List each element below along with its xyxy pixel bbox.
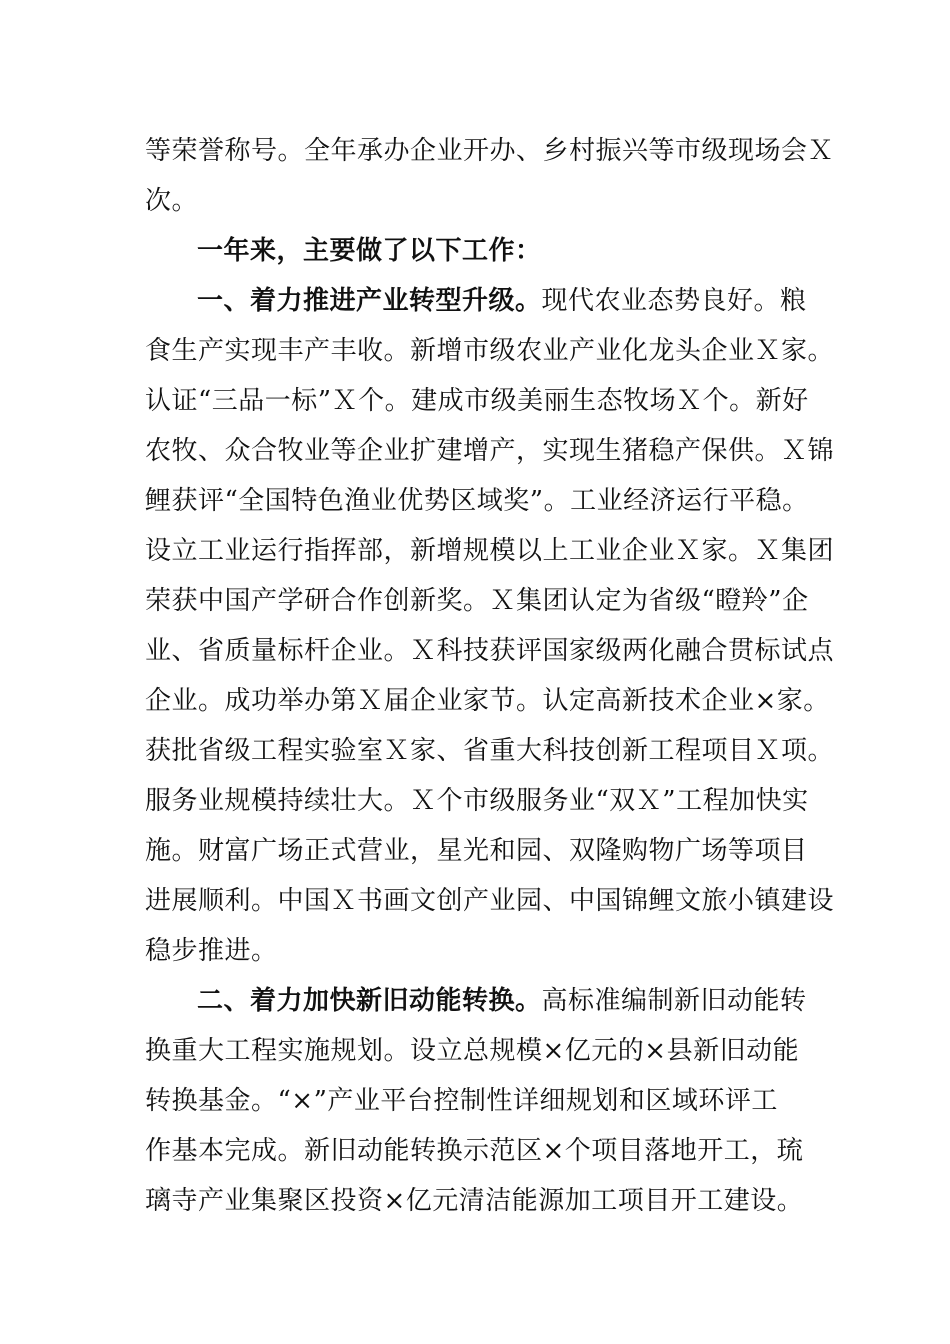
paragraph-line: 施。财富广场正式营业，星光和园、双隆购物广场等项目 bbox=[145, 836, 808, 866]
paragraph-line: 璃寺产业集聚区投资×亿元清洁能源加工项目开工建设。 bbox=[145, 1186, 804, 1216]
paragraph-line: 稳步推进。 bbox=[145, 936, 278, 966]
paragraph-line: 换重大工程实施规划。设立总规模×亿元的×县新旧动能 bbox=[145, 1036, 800, 1066]
paragraph-line: 农牧、众合牧业等企业扩建增产，实现生猪稳产保供。Ｘ锦 bbox=[145, 436, 835, 466]
paragraph-line: 食生产实现丰产丰收。新增市级农业产业化龙头企业Ｘ家。 bbox=[145, 336, 835, 366]
section2-first-line-text: 高标准编制新旧动能转 bbox=[541, 986, 807, 1016]
paragraph-line: 进展顺利。中国Ｘ书画文创产业园、中国锦鲤文旅小镇建设 bbox=[145, 886, 835, 916]
summary-heading: 一年来，主要做了以下工作： bbox=[197, 236, 542, 266]
section1-title: 一、着力推进产业转型升级。 bbox=[197, 286, 542, 316]
paragraph-line: 转换基金。“×”产业平台控制性详细规划和区域环评工 bbox=[145, 1086, 778, 1116]
section2-title: 二、着力加快新旧动能转换。 bbox=[197, 986, 542, 1016]
paragraph-line: 获批省级工程实验室Ｘ家、省重大科技创新工程项目Ｘ项。 bbox=[145, 736, 835, 766]
paragraph-line: 鲤获评“全国特色渔业优势区域奖”。工业经济运行平稳。 bbox=[145, 486, 809, 516]
intro-line-2: 次。 bbox=[145, 186, 199, 216]
paragraph-line: 认证“三品一标”Ｘ个。建成市级美丽生态牧场Ｘ个。新好 bbox=[145, 386, 809, 416]
paragraph-line: 服务业规模持续壮大。Ｘ个市级服务业“双Ｘ”工程加快实 bbox=[145, 786, 809, 816]
section1-first-line bbox=[197, 276, 862, 326]
paragraph-line: 企业。成功举办第Ｘ届企业家节。认定高新技术企业×家。 bbox=[145, 686, 830, 716]
paragraph-line: 设立工业运行指挥部，新增规模以上工业企业Ｘ家。Ｘ集团 bbox=[145, 536, 835, 566]
paragraph-line: 业、省质量标杆企业。Ｘ科技获评国家级两化融合贯标试点 bbox=[145, 636, 835, 666]
section1-first-line-text: 现代农业态势良好。粮 bbox=[541, 286, 807, 316]
intro-line-1: 等荣誉称号。全年承办企业开办、乡村振兴等市级现场会Ｘ bbox=[145, 136, 835, 166]
paragraph-line: 作基本完成。新旧动能转换示范区×个项目落地开工，琉 bbox=[145, 1136, 804, 1166]
section2-first-line bbox=[197, 976, 862, 1026]
paragraph-line: 荣获中国产学研合作创新奖。Ｘ集团认定为省级“瞪羚”企 bbox=[145, 586, 809, 616]
